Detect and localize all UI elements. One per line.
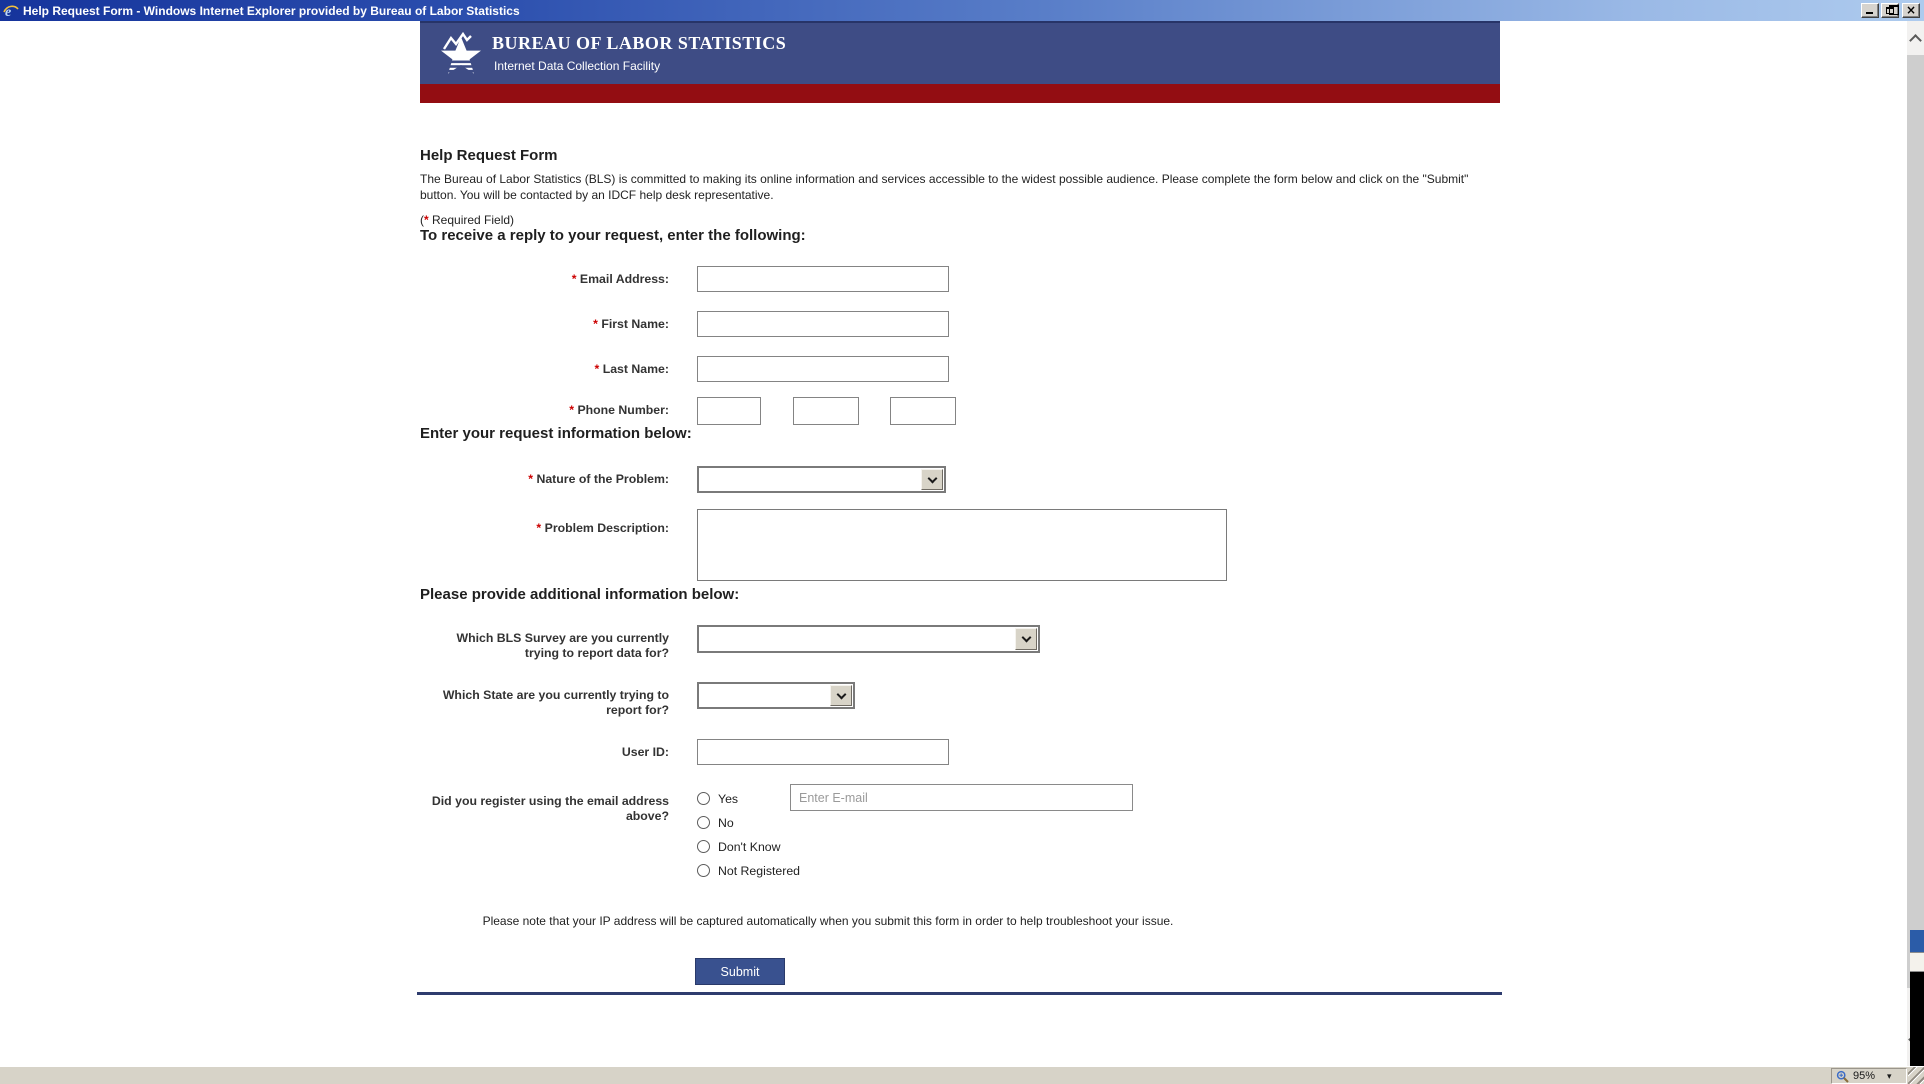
state-select[interactable]: [697, 682, 855, 709]
svg-text:e: e: [5, 4, 12, 19]
chevron-down-icon: [927, 473, 937, 483]
form-content: [420, 147, 1500, 995]
required-star: *: [424, 213, 429, 227]
register-email-row: [420, 784, 1500, 888]
required-star: *: [528, 472, 534, 486]
org-subtitle: Internet Data Collection Facility: [494, 59, 661, 73]
radio-option-no: [697, 816, 800, 829]
radio-option-dont-know: [697, 840, 800, 853]
radio-no[interactable]: [697, 816, 710, 829]
bls-survey-row: [420, 625, 1500, 660]
red-stripe: [420, 84, 1500, 103]
resize-grip[interactable]: [1908, 1067, 1924, 1084]
edge-artifact-white: [1910, 952, 1924, 972]
register-email-input[interactable]: [790, 784, 1133, 811]
chevron-down-icon: [1021, 633, 1031, 643]
dropdown-arrow-button[interactable]: [830, 685, 852, 706]
page-title: Help Request Form: [420, 147, 558, 164]
status-bar: [0, 1066, 1924, 1084]
ip-capture-note: Please note that your IP address will be captured automatically when you submit this form in order to help troubleshoot your issue.: [482, 914, 1174, 928]
org-name: BUREAU OF LABOR STATISTICS: [492, 33, 787, 53]
required-star: *: [594, 362, 600, 376]
zoom-level-control[interactable]: [1831, 1068, 1907, 1084]
nature-of-problem-select[interactable]: [697, 466, 946, 493]
state-row: [420, 682, 1500, 717]
nature-of-problem-label: * Nature of the Problem:: [528, 472, 669, 486]
footer-divider: [417, 992, 1502, 995]
phone-area-input[interactable]: [697, 397, 761, 425]
section-heading-additional: Please provide additional information below:: [420, 586, 740, 603]
required-star: *: [571, 272, 577, 286]
required-note-open: (: [420, 213, 424, 227]
user-id-label: User ID:: [621, 745, 669, 759]
dropdown-arrow-button[interactable]: [921, 469, 943, 490]
browser-viewport: [0, 21, 1924, 1066]
radio-not-registered-label: Not Registered: [718, 863, 801, 878]
radio-dont-know-label: Don't Know: [718, 839, 781, 854]
window-title: Help Request Form - Windows Internet Explorer provided by Bureau of Labor Statistics: [23, 3, 520, 18]
minimize-icon: [1866, 12, 1873, 14]
bls-survey-select[interactable]: [697, 625, 1040, 653]
restore-button[interactable]: [1881, 3, 1899, 18]
user-id-row: [420, 739, 1500, 765]
phone-number-row: [420, 397, 1500, 425]
radio-dont-know[interactable]: [697, 840, 710, 853]
edge-artifact-blue: [1910, 930, 1924, 952]
user-id-input[interactable]: [697, 739, 949, 765]
radio-option-not-registered: [697, 864, 800, 877]
vertical-scrollbar[interactable]: [1907, 21, 1924, 1066]
email-address-row: [420, 266, 1500, 292]
dropdown-arrow-button[interactable]: [1015, 628, 1037, 650]
edge-artifact-black: [1910, 972, 1924, 1066]
required-field-note: [420, 213, 1500, 227]
section-heading-request: Enter your request information below:: [420, 425, 692, 442]
radio-no-label: No: [718, 815, 734, 830]
required-star: *: [569, 403, 575, 417]
magnifier-icon: [1836, 1070, 1849, 1083]
last-name-row: [420, 356, 1500, 382]
first-name-row: [420, 311, 1500, 337]
problem-description-row: [420, 509, 1500, 586]
minimize-button[interactable]: [1861, 3, 1879, 18]
page-body: [0, 21, 1907, 995]
radio-yes[interactable]: [697, 792, 710, 805]
submit-button[interactable]: Submit: [695, 958, 785, 985]
intro-paragraph: The Bureau of Labor Statistics (BLS) is committed to making its online information and services accessible to the widest possible audience. Please complete the form below and click on the "Submit" button. You will be contacted by an IDCF help desk representative.: [420, 172, 1469, 202]
problem-description-label: * Problem Description:: [536, 521, 669, 535]
close-icon: ×: [1905, 3, 1917, 17]
nature-of-problem-row: [420, 466, 1500, 493]
first-name-input[interactable]: [697, 311, 949, 337]
register-question-label: Did you register using the email address above?: [431, 794, 669, 823]
bls-star-logo-icon: [438, 32, 484, 78]
last-name-input[interactable]: [697, 356, 949, 382]
last-name-label: * Last Name:: [594, 362, 669, 376]
radio-not-registered[interactable]: [697, 864, 710, 877]
zoom-dropdown-caret-icon[interactable]: ▾: [1887, 1070, 1892, 1081]
problem-description-textarea[interactable]: [697, 509, 1227, 581]
required-star: *: [593, 317, 598, 331]
phone-prefix-input[interactable]: [793, 397, 859, 425]
first-name-label: * First Name:: [593, 317, 669, 331]
restore-icon: [1886, 7, 1894, 14]
required-star: *: [536, 521, 542, 535]
zoom-level-value: 95%: [1853, 1070, 1876, 1082]
email-address-input[interactable]: [697, 266, 949, 292]
radio-yes-label: Yes: [718, 791, 739, 806]
email-address-label: * Email Address:: [571, 272, 669, 286]
required-note-text: Required Field): [428, 213, 515, 227]
bls-header-banner: [420, 21, 1500, 84]
state-label: Which State are you currently trying to report for?: [442, 688, 669, 717]
close-button[interactable]: [1902, 3, 1920, 18]
section-heading-contact: To receive a reply to your request, enter the following:: [420, 227, 806, 244]
bls-survey-label: Which BLS Survey are you currently trying to report data for?: [456, 631, 669, 660]
ie-icon: [3, 3, 19, 19]
window-controls: [1861, 3, 1920, 18]
phone-number-label: * Phone Number:: [569, 403, 669, 417]
phone-line-input[interactable]: [890, 397, 956, 425]
scroll-up-icon[interactable]: [1909, 34, 1922, 47]
radio-option-yes: [697, 792, 800, 805]
chevron-down-icon: [836, 689, 846, 699]
window-titlebar: [0, 0, 1924, 21]
scrollbar-thumb[interactable]: [1907, 55, 1924, 988]
